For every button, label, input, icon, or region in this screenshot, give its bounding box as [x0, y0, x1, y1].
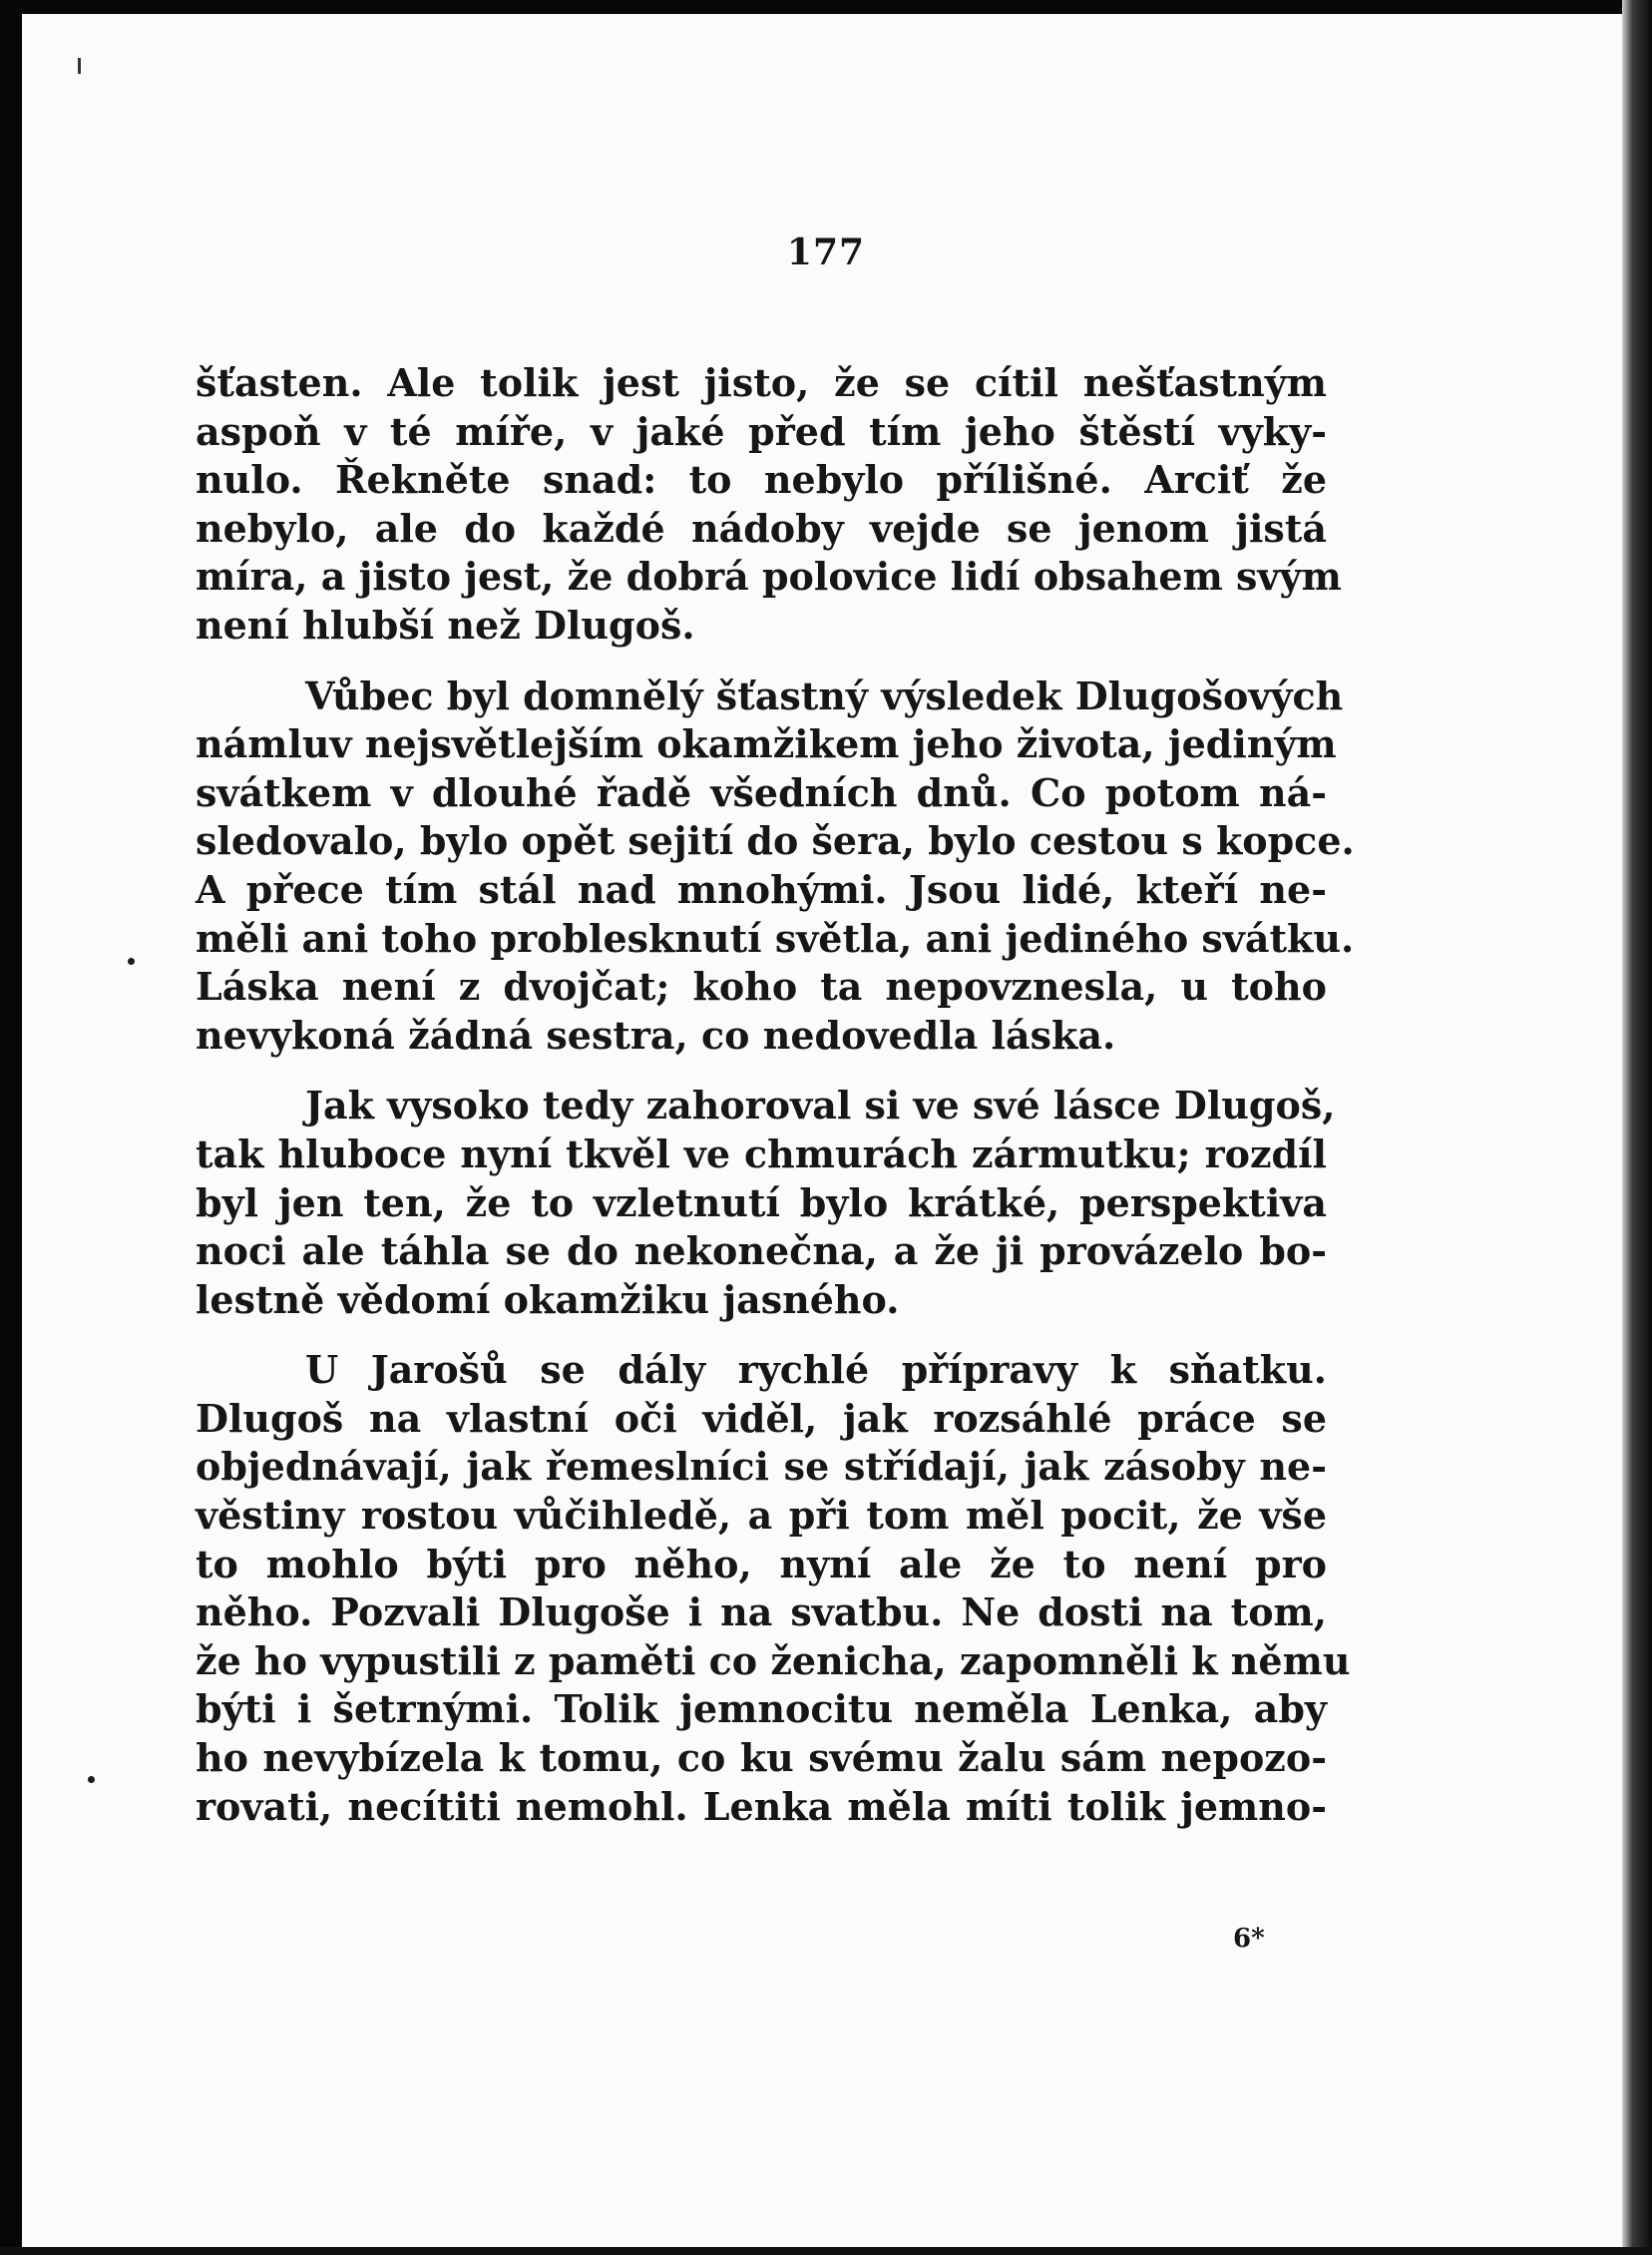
page-number: 177 — [786, 231, 866, 273]
text-line: svátkem v dlouhé řadě všedních dnů. Co potom ná- — [196, 769, 1327, 815]
text-line: U Jarošů se dály rychlé přípravy k sňatku. — [305, 1347, 1327, 1393]
text-line: nulo. Řekněte snad: to nebylo přílišné. Arciť že — [196, 457, 1327, 503]
text-line: šťasten. Ale tolik jest jisto, že se cítil nešťastným — [196, 360, 1327, 405]
text-line: měli ani toho problesknutí světla, ani jediného svátku. — [196, 915, 1355, 961]
printer-signature-mark: 6* — [1233, 1924, 1265, 1954]
text-line: Dlugoš na vlastní oči viděl, jak rozsáhlé práce se — [196, 1395, 1327, 1441]
text-line: objednávají, jak řemeslníci se střídají, jak zásoby ne- — [196, 1444, 1327, 1490]
text-line: tak hluboce nyní tkvěl ve chmurách zármutku; rozdíl — [196, 1130, 1327, 1176]
body-text — [196, 359, 1355, 1831]
text-line: sledovalo, bylo opět sejití do šera, bylo cestou s kopce. — [196, 818, 1355, 864]
scan-border-right — [1622, 0, 1652, 2255]
scan-artifact-dot — [128, 958, 135, 965]
text-line: Jak vysoko tedy zahoroval si ve své lásce Dlugoš, — [305, 1083, 1336, 1128]
text-line: lestně vědomí okamžiku jasného. — [196, 1276, 900, 1322]
scan-artifact-mark — [78, 58, 81, 74]
paragraph-gap — [196, 1060, 1327, 1082]
text-line: Láska není z dvojčat; koho ta nepovznesla, u toho — [196, 964, 1327, 1010]
scan-border-top — [0, 0, 1652, 14]
text-line: nevykoná žádná sestra, co nedovedla láska. — [196, 1012, 1116, 1058]
text-line: rovati, necítiti nemohl. Lenka měla míti tolik jemno- — [196, 1783, 1327, 1829]
text-line: noci ale táhla se do nekonečna, a že ji provázelo bo- — [196, 1228, 1327, 1274]
text-line: Vůbec byl domnělý šťastný výsledek Dlugošových — [305, 673, 1344, 718]
scan-border-left — [0, 0, 22, 2255]
text-line: to mohlo býti pro něho, nyní ale že to není pro — [196, 1541, 1327, 1586]
paragraph — [196, 1082, 1336, 1324]
paragraph — [196, 1346, 1351, 1831]
text-line: že ho vypustili z paměti co ženicha, zapomněli k němu — [196, 1637, 1351, 1683]
text-line: míra, a jisto jest, že dobrá polovice lidí obsahem svým — [196, 554, 1342, 600]
paragraph-gap — [196, 651, 1327, 673]
text-line: není hlubší než Dlugoš. — [196, 602, 695, 648]
text-line: byl jen ten, že to vzletnutí bylo krátké, perspektiva — [196, 1179, 1327, 1225]
text-line: nebylo, ale do každé nádoby vejde se jenom jistá — [196, 505, 1327, 551]
scan-border-bottom — [0, 2247, 1652, 2255]
paragraph-gap — [196, 1324, 1327, 1346]
text-line: věstiny rostou vůčihledě, a při tom měl pocit, že vše — [196, 1493, 1327, 1539]
text-line: ho nevybízela k tomu, co ku svému žalu sám nepozo- — [196, 1735, 1327, 1781]
text-line: býti i šetrnými. Tolik jemnocitu neměla Lenka, aby — [196, 1686, 1327, 1732]
text-line: něho. Pozvali Dlugoše i na svatbu. Ne dosti na tom, — [196, 1589, 1327, 1635]
text-line: námluv nejsvětlejším okamžikem jeho života, jediným — [196, 721, 1337, 767]
paragraph — [196, 359, 1342, 651]
text-line: aspoň v té míře, v jaké před tím jeho štěstí vyky- — [196, 408, 1327, 454]
text-line: A přece tím stál nad mnohými. Jsou lidé, kteří ne- — [196, 866, 1327, 912]
scan-artifact-dot — [88, 1776, 95, 1783]
paragraph — [196, 673, 1355, 1061]
